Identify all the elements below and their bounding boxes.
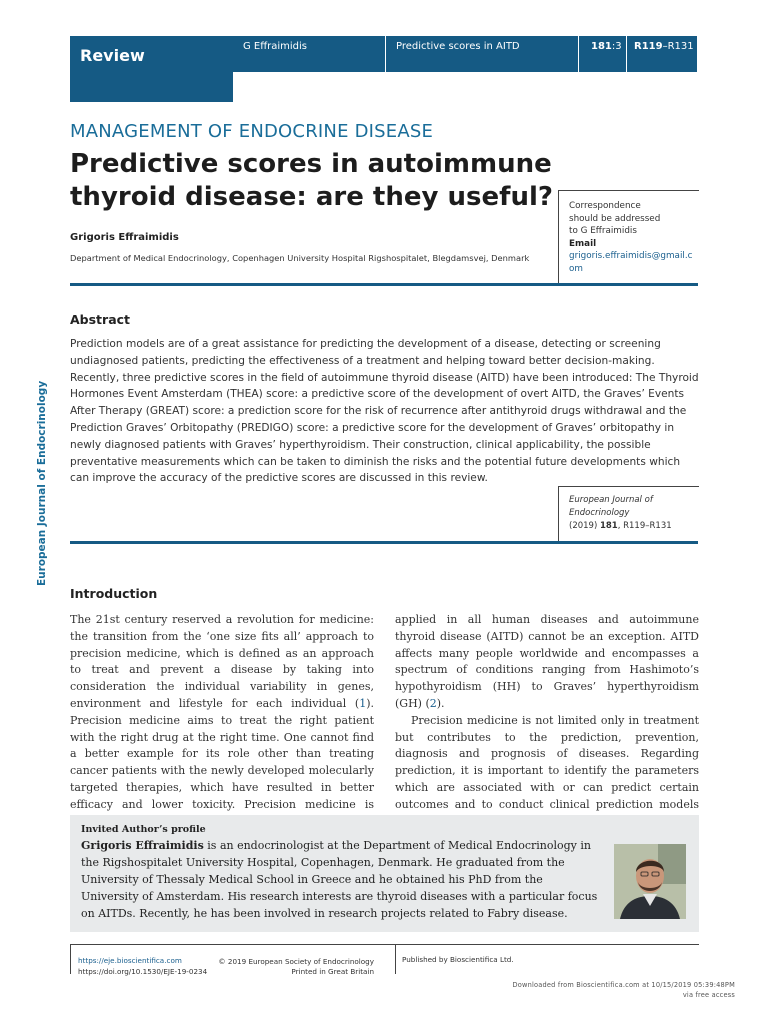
journal-ref: European Journal of Endocrinology (2019) 181, R119–R131 bbox=[569, 495, 672, 531]
download-notice: Downloaded from Bioscientifica.com at 10/15/2019 05:39:48PM via free access bbox=[512, 981, 735, 999]
doi-text: https://doi.org/10.1530/EJE-19-0234 bbox=[78, 966, 208, 976]
citation-link[interactable]: 1 bbox=[359, 696, 367, 710]
author-portrait-icon bbox=[614, 844, 686, 919]
journal-url-link[interactable]: https://eje.bioscientifica.com bbox=[78, 956, 182, 965]
footer-divider bbox=[70, 944, 71, 974]
author-photo bbox=[614, 844, 686, 919]
profile-heading: Invited Author’s profile bbox=[81, 824, 206, 835]
abstract-heading: Abstract bbox=[70, 312, 131, 327]
footer-links bbox=[78, 956, 207, 977]
email-link[interactable]: grigoris.effraimidis@gmail.com bbox=[569, 251, 693, 274]
correspondence-text: Correspondence should be addressed to G Effraimidis Email grigoris.effraimidis@gmail.com bbox=[569, 200, 697, 276]
header-pages: R119–R131 bbox=[634, 41, 694, 52]
footer-copyright: © 2019 European Society of Endocrinology Printed in Great Britain bbox=[218, 957, 374, 976]
citation-link[interactable]: 2 bbox=[429, 696, 437, 710]
intro-heading: Introduction bbox=[70, 586, 158, 601]
rule-middle bbox=[70, 541, 698, 544]
abstract-text: Prediction models are of a great assistance for predicting the development of a disease, detecting or screening undiagnosed patients, predicting the effectiveness of a treatment and helping toward better decision-making. Recently, three predictive scores in the field of autoimmune thyroid disease (AITD) have been introduced: The Thyroid Hormones Event Amsterdam (THEA) score: a predictive score of the development of overt AITD, the Graves’ Events After Therapy (GREAT) score: a prediction score for the risk of recurrence after antithyroid drugs withdrawal and the Prediction Graves’ Orbitopathy (PREDIGO) score: a predictive score for the development of Graves’ orbitopathy in newly diagnosed patients with Graves’ hyperthyroidism. Their construction, clinical applicability, the possible preventative measurements which can be taken to diminish the risks and the potential future developments which can improve the accuracy of the predictive scores are discussed in this review. bbox=[70, 338, 699, 485]
intro-right-column: applied in all human diseases and autoimmune thyroid disease (AITD) cannot be an exception. AITD affects many people worldwide and encompasses a spectrum of conditions ranging from Hashimoto’s hypothyroidism (HH) to Graves’ hyperthyroidism (GH) (2). Precision medicine is not limited only in treatment but contributes to the prediction, prevention, diagnosis and prognosis of diseases. Regarding prediction, it is important to identify the parameters which are associated with or can predict certain outcomes and to conduct clinical prediction models bbox=[395, 613, 699, 811]
section-type: Review bbox=[80, 46, 145, 65]
header-short-title: Predictive scores in AITD bbox=[396, 41, 520, 52]
author-name: Grigoris Effraimidis bbox=[70, 232, 179, 243]
footer-publisher: Published by Bioscientifica Ltd. bbox=[402, 955, 514, 964]
profile-text: Grigoris Effraimidis is an endocrinologist at the Department of Medical Endocrinology in the Rigshospitalet University Hospital, Copenhagen, Denmark. He graduated from the University of Thessaly Medical School in Greece and he obtained his PhD from the University of Amsterdam. His research interests are thyroid diseases with a particular focus on AITDs. Recently, he has been involved in research projects related to Fabry disease. bbox=[81, 839, 598, 920]
footer-divider bbox=[395, 944, 699, 945]
side-journal-label: European Journal of Endocrinology bbox=[36, 380, 48, 586]
intro-left-column: The 21st century reserved a revolution for medicine: the transition from the ‘one size fits all’ approach to precision medicine, which is defined as an approach to treat and prevent a disease by taking into consideration the individual variability in genes, environment and lifestyle for each individual (1). Precision medicine aims to treat the right patient with the right drug at the right time. One cannot find a better example for its role other than treating cancer patients with the newly developed molecularly targeted therapies, which have resulted in better efficacy and lower toxicity. Precision medicine is bbox=[70, 613, 374, 811]
rule-top bbox=[70, 283, 698, 286]
header-divider bbox=[578, 36, 579, 72]
section-label: MANAGEMENT OF ENDOCRINE DISEASE bbox=[70, 121, 434, 142]
affiliation: Department of Medical Endocrinology, Copenhagen University Hospital Rigshospitalet, Blegdamsvej, Denmark bbox=[70, 253, 530, 263]
header-author: G Effraimidis bbox=[243, 41, 308, 52]
article-title: Predictive scores in autoimmune thyroid disease: are they useful? bbox=[70, 149, 553, 212]
header-volume: 181:3 bbox=[591, 41, 622, 52]
header-divider bbox=[626, 36, 627, 72]
header-divider bbox=[385, 36, 386, 72]
footer-divider bbox=[70, 944, 396, 945]
footer-divider bbox=[395, 944, 396, 974]
